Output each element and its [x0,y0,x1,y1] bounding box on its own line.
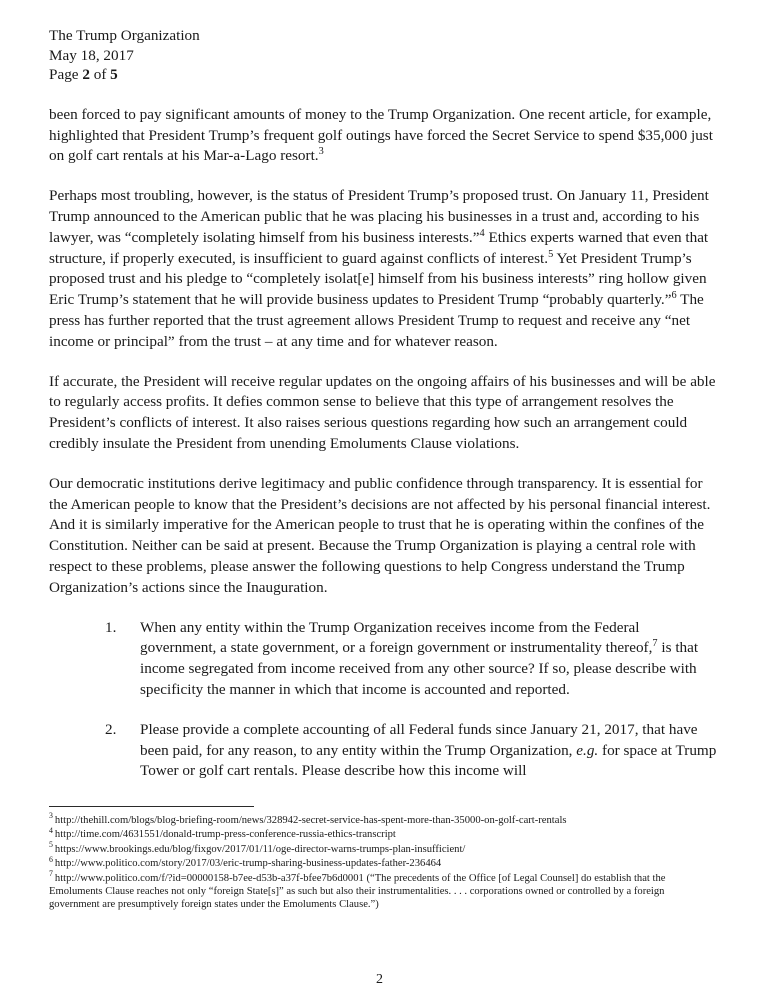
list-item [49,618,717,701]
page-label-prefix: Page [49,66,83,84]
footnote-3 [49,811,717,827]
document-body [49,26,717,801]
letterhead-date: May 18, 2017 [49,46,134,64]
paragraph-2-part-a: Perhaps most troubling, however, is the status of President Trump’s proposed trust. On January 11, President Trump announced to the American public that he was placing his businesses in a trust and, according to his lawyer, was “completely isolating himself from his business interests.” [49,187,709,246]
page-total-number: 5 [110,66,118,84]
paragraph-2-part-b: Ethics experts warned that even that structure, if properly executed, is insufficient to guard against conflicts of interest. [49,228,709,267]
footnote-section [49,806,717,913]
letterhead-page-indicator [49,65,717,85]
list-item-1-text-a: When any entity within the Trump Organization receives income from the Federal government, a state government, or a foreign government or instrumentality thereof, [140,618,653,657]
footnote-3-number: 3 [49,811,53,821]
list-item-number: 2. [105,720,117,738]
footnote-ref-3: 3 [318,146,324,158]
paragraph-2 [49,186,717,352]
footnote-5 [49,840,717,856]
footnote-5-number: 5 [49,840,53,850]
footnote-4-text: http://time.com/4631551/donald-trump-press-conference-russia-ethics-transcript [54,829,396,841]
list-item-2-italic-eg: e.g. [576,741,599,759]
footnote-7-text: http://www.politico.com/f/?id=00000158-b7ee-d53b-a37f-bfee7b6d0001 (“The precedents of the Office [of Legal Counsel] do establish that the Emoluments Clause reaches not only “foreign State[s]” as such but also their instrumentalities. . . . corporations owned or controlled by a foreign government are presumptively foreign states under the Emoluments Clause.”) [49,872,666,911]
page-of-text: of [89,66,111,84]
list-item-2-text-b: for space at Trump Tower or golf cart rentals. Please describe how this income will [140,741,717,780]
footnote-5-text: https://www.brookings.edu/blog/fixgov/2017/01/11/oge-director-warns-trumps-plan-insufficient/ [54,843,466,855]
footnote-7 [49,869,717,912]
paragraph-1-text: been forced to pay significant amounts of money to the Trump Organization. One recent article, for example, highlighted that President Trump’s frequent golf outings have forced the Secret Service to spend $35,000 just on golf cart rentals at his Mar-a-Lago resort. [49,105,713,165]
page-current-number: 2 [82,66,90,84]
footnote-ref-5: 5 [548,248,554,260]
footnote-ref-7: 7 [652,638,658,650]
page-footer-number: 2 [376,972,383,987]
footnote-3-text: http://thehill.com/blogs/blog-briefing-room/news/328942-secret-service-has-spent-more-than-35000-on-golf-cart-rentals [54,815,567,826]
footnote-7-number: 7 [49,869,53,879]
questions-list [49,618,717,783]
list-item-2-text-a: Please provide a complete accounting of all Federal funds since January 21, 2017, that have been paid, for any reason, to any entity within the Trump Organization, [140,720,698,759]
footnote-ref-4: 4 [479,227,485,239]
paragraph-2-part-d: The press has further reported that the trust agreement allows President Trump to request and receive any “net income or principal” from the trust – at any time and for whatever reason. [49,291,704,350]
paragraph-1 [49,105,717,167]
list-item-number: 1. [105,618,117,636]
footnote-4 [49,825,717,841]
list-item-1-text-b: is that income segregated from income received from any other source? If so, please describe with specificity the manner in which that income is accounted and reported. [140,639,699,698]
list-item [49,720,717,782]
footnote-6-text: http://www.politico.com/story/2017/03/eric-trump-sharing-business-updates-father-236464 [54,858,442,870]
paragraph-2-part-c: Yet President Trump’s proposed trust and his pledge to “completely isolat[e] himself from his business interests” ring hollow given Eric Trump’s statement that he will provide business updates to President Trump “probably quarterly.” [49,249,707,309]
footnote-4-number: 4 [49,825,53,835]
paragraph-4: Our democratic institutions derive legitimacy and public confidence through transparency. It is essential for the American people to know that the President’s decisions are not affected by his personal financial interest. And it is similarly imperative for the American people to trust that he is operating within the confines of the Constitution. Neither can be said at present. Because the Trump Organization is playing a central role with respect to these problems, please answer the following questions to help Congress understand the Trump Organization’s actions since the Inauguration. [49,474,711,596]
footnote-ref-6: 6 [671,290,677,302]
letterhead-organization: The Trump Organization [49,27,200,44]
footnote-6 [49,854,717,870]
footnote-6-number: 6 [49,854,53,864]
footnote-separator-rule [49,806,254,807]
paragraph-3: If accurate, the President will receive regular updates on the ongoing affairs of his businesses and will be able to regularly access profits. It defies common sense to believe that this type of arrangement resolves the President’s conflicts of interest. It also raises serious questions regarding how such an arrangement could credibly insulate the President from unending Emoluments Clause violations. [49,372,716,452]
letterhead [49,26,717,85]
